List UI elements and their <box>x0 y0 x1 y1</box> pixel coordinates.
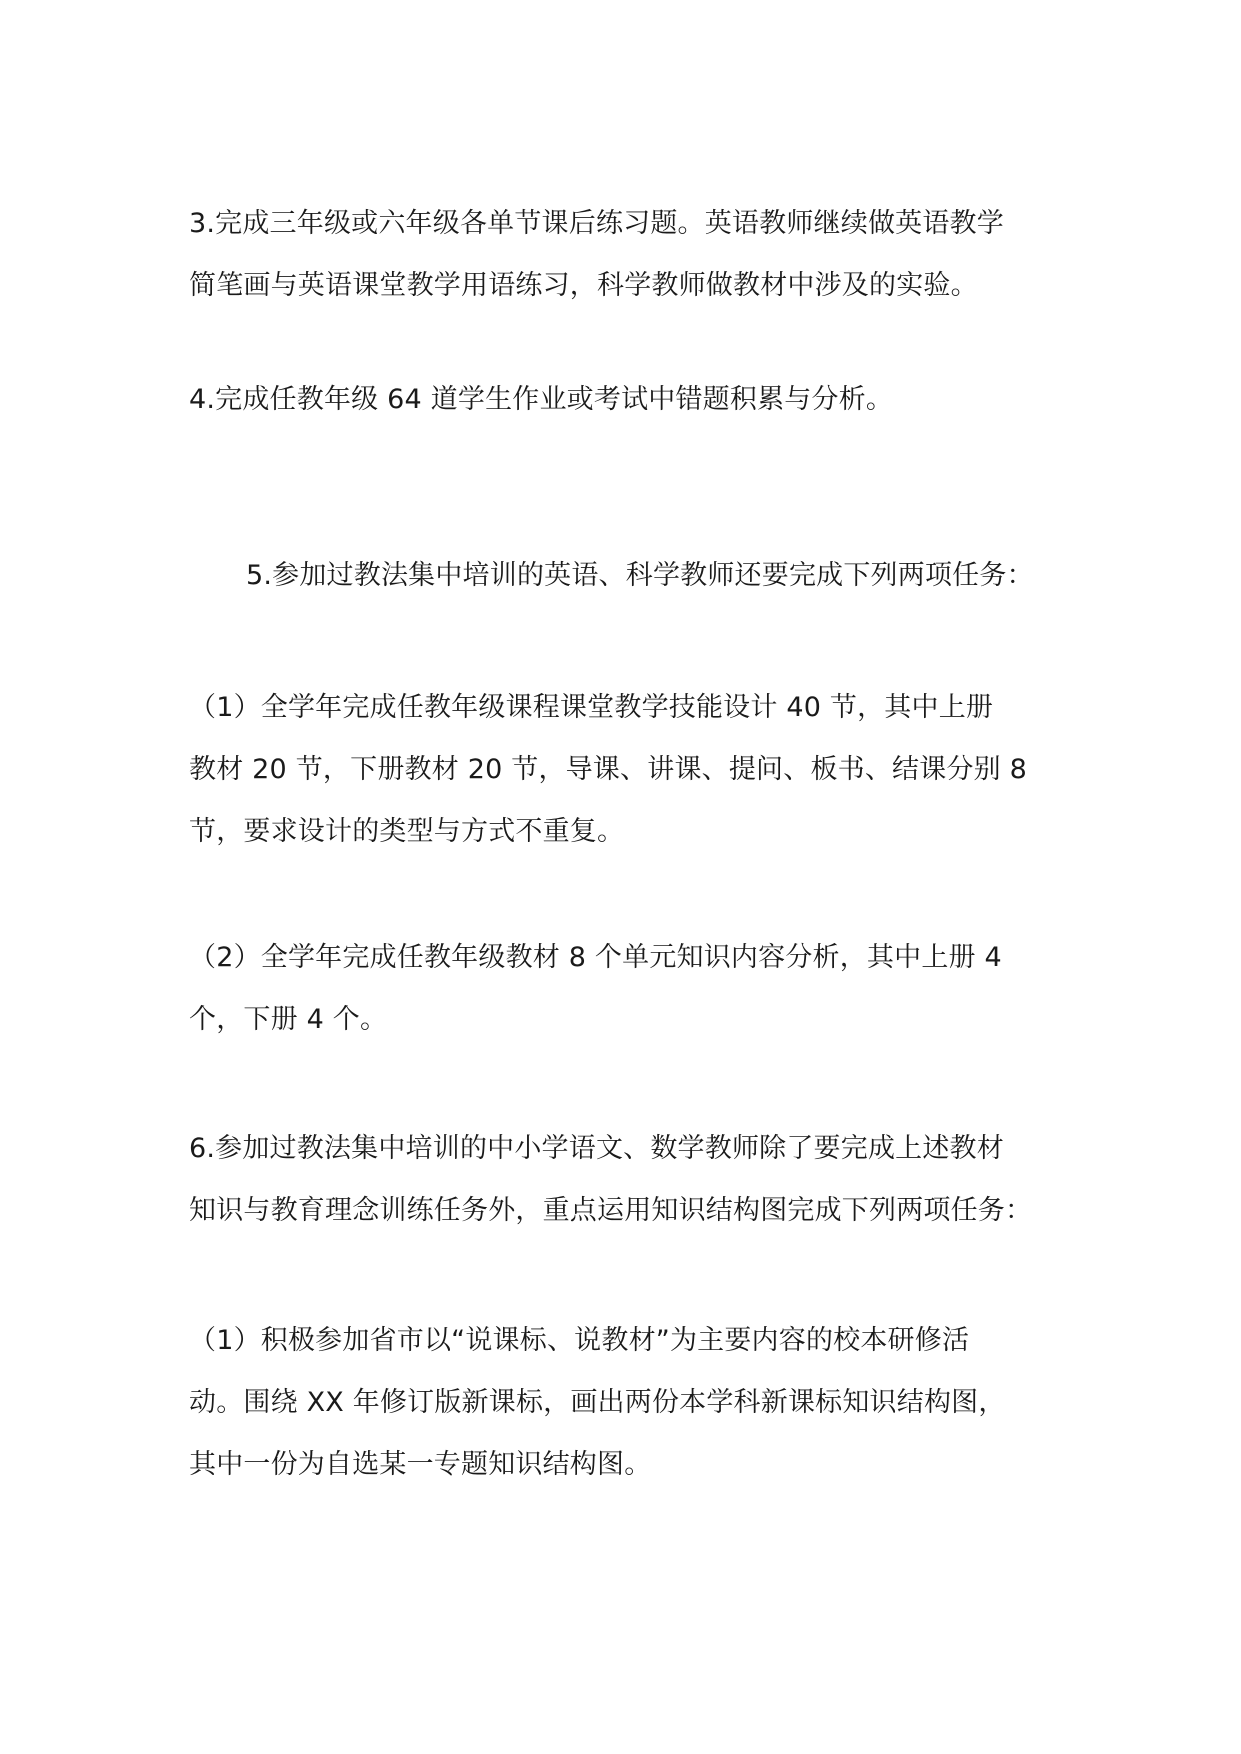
text-line: 节，要求设计的类型与方式不重复。 <box>189 816 625 847</box>
text-line: （2）全学年完成任教年级教材 8 个单元知识内容分析，其中上册 4 <box>189 942 1002 973</box>
text-line: （1）全学年完成任教年级课程课堂教学技能设计 40 节，其中上册 <box>189 692 994 723</box>
paragraph-item-5 <box>189 545 1089 607</box>
text-line: 其中一份为自选某一专题知识结构图。 <box>189 1449 652 1480</box>
paragraph-item-6 <box>189 1118 1089 1242</box>
paragraph-item-4 <box>189 369 1089 431</box>
paragraph-item-6-1 <box>189 1310 1089 1496</box>
text-line: 个，下册 4 个。 <box>189 1004 388 1035</box>
text-line: 动。围绕 XX 年修订版新课标，画出两份本学科新课标知识结构图， <box>189 1387 1006 1418</box>
paragraph-item-3 <box>189 193 1089 317</box>
text-line: 3.完成三年级或六年级各单节课后练习题。英语教师继续做英语教学 <box>189 208 1004 239</box>
text-line: 5.参加过教法集中培训的英语、科学教师还要完成下列两项任务： <box>246 560 1034 591</box>
text-line: 简笔画与英语课堂教学用语练习，科学教师做教材中涉及的实验。 <box>189 270 978 301</box>
text-line: 教材 20 节，下册教材 20 节，导课、讲课、提问、板书、结课分别 8 <box>189 754 1028 785</box>
paragraph-item-5-2 <box>189 927 1089 1051</box>
paragraph-item-5-1 <box>189 677 1089 863</box>
text-line: 6.参加过教法集中培训的中小学语文、数学教师除了要完成上述教材 <box>189 1133 1004 1164</box>
text-line: 4.完成任教年级 64 道学生作业或考试中错题积累与分析。 <box>189 384 894 415</box>
text-line: 知识与教育理念训练任务外，重点运用知识结构图完成下列两项任务： <box>189 1195 1033 1226</box>
text-line: （1）积极参加省市以“说课标、说教材”为主要内容的校本研修活 <box>189 1325 970 1356</box>
